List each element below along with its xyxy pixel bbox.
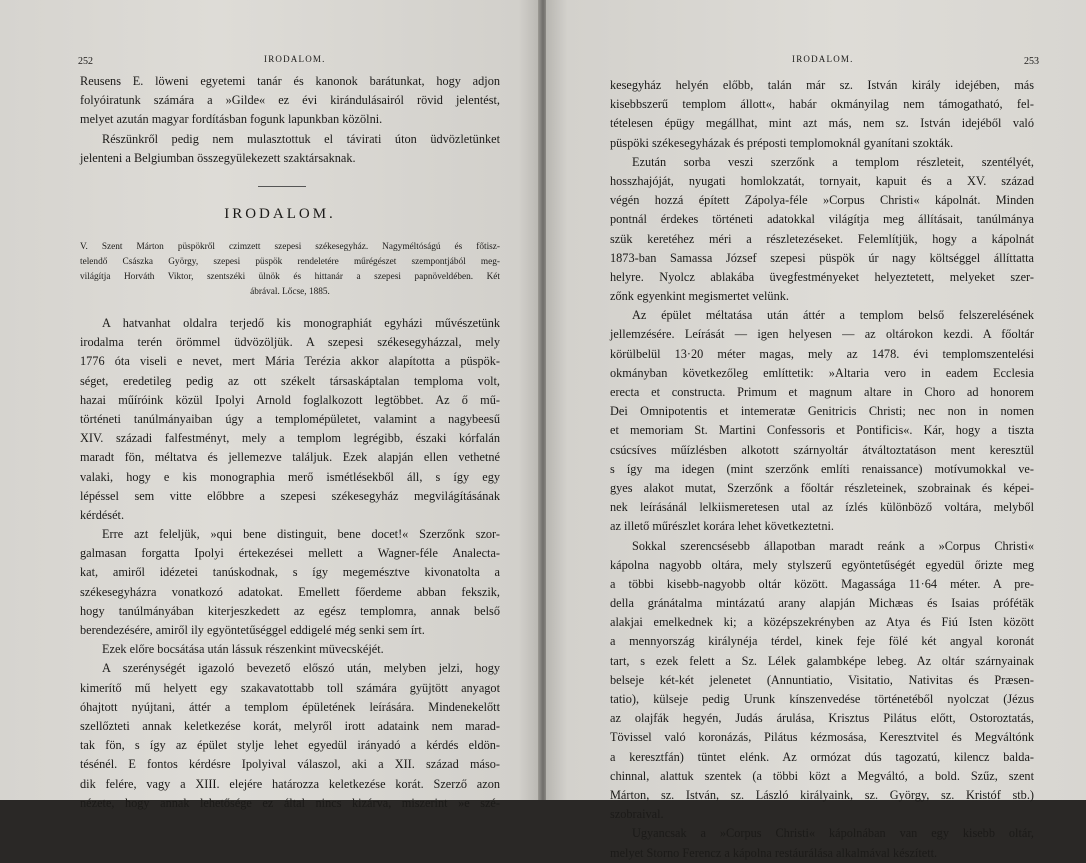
text-line: tatio), külseje pedig Urunk kínszenvedése történetéből nyolczat (Jézus bbox=[610, 692, 1034, 706]
review-body-continued bbox=[610, 76, 1034, 863]
text-line: okmányban következőleg említtetik: »Altaria vero in eadem Ecclesia bbox=[610, 365, 1034, 380]
text-line: Ezek előre bocsátása után lássuk részenkint müvecskéjét. bbox=[102, 642, 384, 657]
top-paragraphs bbox=[80, 72, 500, 168]
text-line: a többi kisebb-nagyobb oltár között. Magassága 11·64 méter. A pre- bbox=[610, 576, 1034, 591]
text-line: körülbelül 13·20 méter magas, mely az 1478. évi templomszentelési bbox=[610, 346, 1034, 361]
text-line: lépéssel sem vitte előbbre a szepesi székesegyház megvilágításának bbox=[80, 488, 500, 503]
text-line: történeti tanúlmányaiban úgy a templomépületet, valamint a nagybeesű bbox=[80, 411, 500, 426]
running-head: IRODALOM. bbox=[792, 54, 854, 64]
citation-line: V. Szent Márton püspökről czimzett szepesi székesegyház. Nagyméltóságú és főtisz- bbox=[80, 242, 500, 252]
text-line: hazai műíróink közül Ipolyi Arnold foglalkozott legtöbbet. Az ő mű- bbox=[80, 392, 500, 407]
text-line: szük keretéhez méri a részletezéseket. Felemlítjük, hogy a kápolnát bbox=[610, 231, 1034, 246]
page-number: 252 bbox=[78, 56, 93, 67]
text-line: Dei Omnipotentis et intemeratæ Genitricis Christi; nec non in nomen bbox=[610, 404, 1034, 419]
review-citation bbox=[80, 240, 500, 300]
text-line: belseje két-két jelenetet (Annuntiatio, Visitatio, Nativitas és Præsen- bbox=[610, 672, 1034, 687]
right-page bbox=[546, 0, 1086, 860]
review-body bbox=[80, 314, 500, 813]
text-line: della gránátalma mintázatú arany alapján Michæas és Isaias prófétäk bbox=[610, 596, 1034, 611]
text-line: zőnk egyenkint megismertet velünk. bbox=[610, 289, 789, 304]
text-line: szobraival. bbox=[610, 807, 664, 822]
text-line: püspöki székesegyházak és préposti templomoknál gyanítani szokták. bbox=[610, 135, 954, 150]
text-line: A szerénységét igazoló bevezető előszó után, melyben jelzi, hogy bbox=[102, 661, 500, 676]
text-line: 1776 óta viseli e nevet, mert Mária Terézia akkor alapította a püspök- bbox=[80, 354, 500, 369]
text-line: A hatvanhat oldalra terjedő kis monographiát egyházi művészetünk bbox=[102, 316, 500, 330]
text-line: melyet Storno Ferencz a kápolna restáurálása alkalmával készített. bbox=[610, 845, 938, 860]
text-line: séget, eredetileg pedig az ott székelt társaskáptalan temploma volt, bbox=[80, 373, 500, 388]
text-line: kisebbszerű templom állott«, habár okmányilag nem támogatható, fel- bbox=[610, 97, 1034, 112]
section-divider bbox=[258, 186, 306, 187]
text-line: Tövissel való koronázás, Pilátus kézmosása, Keresztvitel és Megváltónk bbox=[610, 730, 1034, 745]
citation-line: ábrával. Lőcse, 1885. bbox=[250, 287, 330, 297]
text-line: tételesen épügy megállhat, mint azt más, nem sz. István idejéből való bbox=[610, 116, 1034, 131]
text-line: melyet azután magyar fordításban fogunk lapunkban közölni. bbox=[80, 112, 383, 127]
text-line: chinnal, alattuk szentek (a többi közt a Megváltó, a bold. Szűz, szent bbox=[610, 768, 1034, 783]
text-line: Részünkről pedig nem mulasztottuk el távirati úton üdvözletünket bbox=[102, 131, 500, 146]
text-line: Reusens E. löweni egyetemi tanár és kanonok barátunkat, hogy adjon bbox=[80, 74, 500, 88]
text-line: óhajtott nyújtani, áttér a templom épületének leírására. Mindenekelőtt bbox=[80, 699, 500, 714]
text-line: tésénél. E fontos kérdésre Ipolyival válaszol, aki a XII. század máso- bbox=[80, 757, 500, 772]
text-line: csúcsíves műízlésben alkotott szárnyoltár átváltoztatáson ment keresztül bbox=[610, 442, 1034, 457]
text-line: az olajfák hegyén, Judás árulása, Krisztus Pilátus előtt, Ostoroztatás, bbox=[610, 711, 1034, 726]
text-line: dik felére, vagy a XIII. elejére határozza keletkezése korát. Szerző azon bbox=[80, 776, 500, 791]
text-line: nek leírásánál lelkiismeretesen utal az ízlés különböző voltára, melyből bbox=[610, 500, 1034, 515]
text-line: az illető műrészlet korára lehet következtetni. bbox=[610, 519, 834, 534]
text-line: nézete, hogy annak lehetősége ez által nincs kizárva, miszerint »e szé- bbox=[80, 795, 500, 810]
text-line: s így ma idegen (mint szerzőnk említi renaissance) motívumokkal ve- bbox=[610, 461, 1034, 476]
text-line: tak fön, s így az épület stylje lehet egyedül irányadó a kérdés eldön- bbox=[80, 738, 500, 753]
text-line: folyóiratunk számára a »Gilde« ez évi kirándulásairól rövid jelentést, bbox=[80, 93, 500, 108]
text-line: szellőzteti annak keletkezése korát, melyről irott adataink nem marad- bbox=[80, 718, 500, 733]
text-line: tart, s ezek felett a Sz. Lélek galambképe lebeg. Az oltár szárnyainak bbox=[610, 653, 1034, 668]
text-line: helyre. Nyolcz ablakába üvegfestményeket helyeztetett, melyeket szer- bbox=[610, 269, 1034, 284]
text-line: Ugyancsak a »Corpus Christi« kápolnában van egy kisebb oltár, bbox=[632, 826, 1034, 841]
text-line: Ezután sorba veszi szerzőnk a templom részleteit, szentélyét, bbox=[632, 154, 1034, 169]
text-line: a keresztfán) tüntet elénk. Az ormózat dús tagozatú, kilencz balda- bbox=[610, 749, 1034, 764]
text-line: kápolna nagyobb oltára, mely stylszerű egyöntetűségét egyedül őrizte meg bbox=[610, 557, 1034, 572]
running-head: IRODALOM. bbox=[264, 54, 326, 64]
text-line: alakjai emelkednek ki; a középszekrényben az Atya és Fiú Isten között bbox=[610, 615, 1034, 630]
text-line: pontnál érdekes történeti adatokkal világítja meg állításait, tanúlmánya bbox=[610, 212, 1034, 227]
section-heading: IRODALOM. bbox=[224, 206, 336, 222]
page-number: 253 bbox=[1024, 56, 1039, 67]
text-line: a mennyország királynéja térdel, kinek feje fölé két angyal koronát bbox=[610, 634, 1034, 649]
text-line: XIV. századi falfestményt, mely a templom legrégibb, északi kórfalán bbox=[80, 431, 500, 446]
text-line: irodalma terén örömmel üdvözöljük. A szepesi székesegyházzal, mely bbox=[80, 335, 500, 350]
text-line: et memoriam St. Martini Confessoris et Pontificis«. Kár, hogy a tiszta bbox=[610, 423, 1034, 438]
text-line: Sokkal szerencsésebb állapotban maradt reánk a »Corpus Christi« bbox=[632, 538, 1034, 553]
text-line: galmasan forgatta Ipolyi értekezései mellett a Wagner-féle Analecta- bbox=[80, 546, 500, 561]
left-page bbox=[0, 0, 540, 810]
text-line: kat, amiről idézetei tanúskodnak, s így megemésztve kivonatolta a bbox=[80, 565, 500, 580]
text-line: kérdését. bbox=[80, 507, 125, 522]
text-line: jellemzésére. Leírását — igen helyesen — az oltárokon kezdi. A főoltár bbox=[610, 327, 1034, 342]
citation-line: telendő Császka György, szepesi püspök rendeletére műrégészet szempontjából meg- bbox=[80, 257, 500, 267]
text-line: erecta et constructa. Primum et magnum altare in Choro ad honorem bbox=[610, 385, 1034, 399]
text-line: kimerítő mű helyett egy szakavatottabb toll számára gyüjtött anyagot bbox=[80, 680, 500, 695]
text-line: maradt fön, méltatva és jellemezve találjuk. Ezek alapján ellen vethetné bbox=[80, 450, 500, 465]
text-line: 1873-ban Samassa József szepesi püspök úr nagy költséggel állíttatta bbox=[610, 250, 1034, 265]
text-line: hogy tanúlmányában kiterjeszkedett az egész templomra, annak belső bbox=[80, 603, 500, 618]
text-line: berendezésére, amiről ily egyöntetűséggel eddigelé még senki sem írt. bbox=[80, 623, 425, 637]
text-line: végén hozzá épített Zápolya-féle »Corpus Christi« kápolnát. Minden bbox=[610, 193, 1034, 208]
text-line: Az épület méltatása után áttér a templom belső felszerelésének bbox=[632, 308, 1034, 323]
text-line: jelenteni a Belgiumban összegyülekezett szaktársaknak. bbox=[80, 150, 356, 165]
text-line: gyes alakot mutat, Szerzőnk a főoltár részleteinek, szobrainak és képei- bbox=[610, 480, 1034, 495]
citation-line: világítja Horváth Viktor, szentszéki ülnök és hittanár a szepesi papnöveldében. Két bbox=[80, 272, 500, 282]
text-line: Márton, sz. István, sz. László királyaink, sz. György, sz. Kristóf stb.) bbox=[610, 787, 1034, 802]
text-line: valaki, hogy e kis monographia merő ismétlésekből áll, s így egy bbox=[80, 469, 500, 484]
text-line: székesegyházra vonatkozó adatokat. Emellett főerdeme abban fekszik, bbox=[80, 584, 500, 599]
text-line: hosszhajóját, nyugati homlokzatát, tornyait, kapuit és a XV. század bbox=[610, 173, 1034, 188]
text-line: Erre azt feleljük, »qui bene distinguit, bene docet!« Szerzőnk szor- bbox=[102, 527, 500, 542]
text-line: kesegyház helyén előbb, talán már sz. István király idejében, más bbox=[610, 78, 1034, 92]
